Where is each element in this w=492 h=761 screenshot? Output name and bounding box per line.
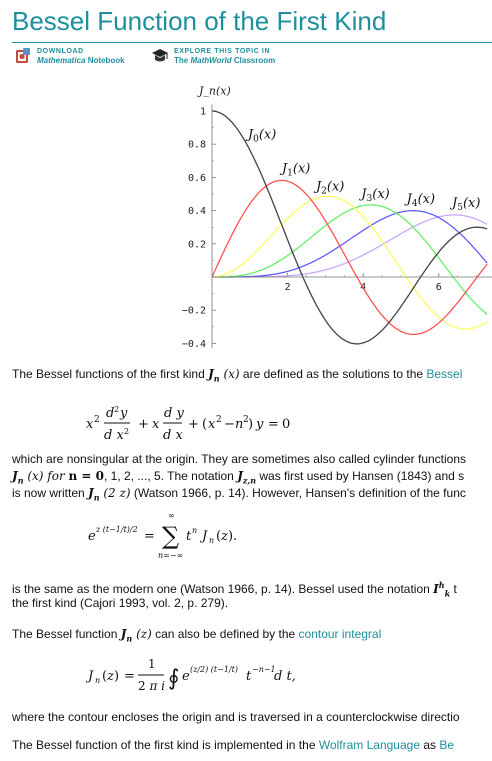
paragraph-nonsingular: which are nonsingular at the origin. They are sometimes also called cylinder functions	[12, 452, 467, 466]
svg-text:∮: ∮	[168, 666, 180, 691]
svg-text:d x: d x	[163, 428, 183, 443]
svg-text:J: J	[88, 669, 94, 684]
svg-text:(: (	[202, 417, 208, 432]
jzn-symbol: $J_{z,n}$	[237, 469, 257, 486]
svg-text:n: n	[209, 536, 215, 545]
title-rule	[12, 42, 492, 43]
svg-text:(z): (z)	[102, 669, 120, 684]
paragraph-wolfram: The Bessel function of the first kind is implemented in the Wolfram Language as Be	[12, 738, 455, 752]
page-title: Bessel Function of the First Kind	[12, 6, 387, 36]
graduation-cap-icon	[151, 47, 169, 65]
y-tick-label: −0.4	[181, 338, 206, 350]
svg-text:−n−1: −n−1	[252, 665, 276, 674]
classroom-label: Classroom	[231, 56, 276, 65]
svg-text:2: 2	[243, 415, 249, 425]
bessel-differential-equation	[82, 400, 312, 446]
svg-text:d x: d x	[104, 428, 124, 443]
series-label-j2: $J_2(x)$	[315, 179, 345, 197]
paragraph-notation: $J_n$ (x) for n = 0, 1, 2, ..., 5. The notation $J_{z,n}$ was first used by Hansen (1843) and s	[12, 469, 465, 486]
svg-text:(z/2) (t−1/t): (z/2) (t−1/t)	[190, 665, 238, 674]
svg-text:2 π i: 2 π i	[138, 679, 165, 693]
generating-function-equation	[82, 506, 302, 564]
contour-integral-link[interactable]: contour integral	[298, 627, 382, 641]
paragraph-cajori: the first kind (Cajori 1993, vol. 2, p. 279).	[12, 596, 229, 610]
download-label: DOWNLOAD	[37, 48, 84, 55]
y-axis-label: J_n(x)	[199, 84, 231, 98]
series-line-j0	[212, 111, 487, 344]
svg-text:y: y	[120, 406, 128, 421]
x-tick-label: 6	[435, 282, 442, 293]
series-label-j5: $J_5(x)$	[452, 195, 481, 213]
svg-text:n: n	[95, 676, 101, 685]
bessel-plot	[170, 74, 492, 354]
svg-text:2: 2	[216, 415, 222, 425]
mathematica-label: Mathematica	[37, 56, 86, 65]
series-label-j0: $J_0(x)$	[247, 127, 277, 145]
svg-text:+: +	[188, 417, 199, 432]
series-label-j3: $J_3(x)$	[361, 186, 390, 204]
y-tick-label: −0.2	[181, 305, 206, 317]
svg-text:d: d	[106, 406, 115, 421]
y-tick-label: 0.4	[187, 206, 206, 218]
svg-text:=: =	[268, 417, 279, 432]
svg-text:∑: ∑	[162, 522, 180, 550]
explore-classroom-link[interactable]	[151, 47, 275, 66]
series-label-j1: $J_1(x)$	[281, 161, 311, 179]
wolfram-language-link[interactable]: Wolfram Language	[318, 738, 421, 752]
svg-text:J: J	[202, 529, 208, 544]
svg-text:∞: ∞	[168, 511, 175, 520]
svg-text:d t,: d t,	[274, 669, 296, 684]
notebook-download-icon	[14, 47, 32, 65]
svg-text:t: t	[186, 529, 192, 544]
svg-text:y: y	[256, 417, 264, 432]
svg-text:d y: d y	[164, 406, 184, 421]
svg-text:=: =	[124, 669, 135, 684]
paragraph-modern: is the same as the modern one (Watson 1966, p. 14). Bessel used the notation $I^h_k$ t	[12, 580, 457, 599]
svg-text:z (t−1/t)/2: z (t−1/t)/2	[96, 525, 138, 534]
notebook-label: Notebook	[85, 56, 125, 65]
svg-text:0: 0	[282, 417, 291, 432]
y-tick-label: 0.6	[187, 172, 206, 184]
svg-text:=: =	[144, 529, 155, 544]
y-tick-label: 0.8	[187, 139, 206, 151]
mathworld-label: MathWorld	[190, 56, 232, 65]
bessel-equation-link[interactable]: Bessel	[426, 367, 463, 381]
paragraph-definition: The Bessel functions of the first kind $J_n$ (x) are defined as the solutions to the Bessel	[12, 367, 463, 384]
svg-text:x: x	[208, 417, 216, 432]
series-label-j4: $J_4(x)$	[406, 192, 436, 210]
jn-symbol: $J_n$ (x)	[208, 367, 240, 384]
svg-text:1: 1	[148, 657, 156, 671]
n-equals-zero: n = 0	[68, 469, 104, 483]
x-tick-label: 4	[360, 282, 367, 293]
svg-text:+: +	[138, 417, 149, 432]
svg-text:e: e	[182, 669, 190, 684]
svg-text:n: n	[192, 526, 198, 535]
contour-integral-equation	[82, 650, 312, 700]
svg-text:n: n	[235, 417, 244, 432]
svg-text:t: t	[246, 669, 252, 684]
the-label: The	[174, 56, 191, 65]
svg-text:e: e	[88, 529, 96, 544]
paragraph-contour: The Bessel function $J_n$ (z) can also be defined by the contour integral	[12, 627, 382, 644]
ihk-symbol: $I^h_k$	[433, 580, 451, 599]
svg-text:(z).: (z).	[216, 529, 238, 544]
besselj-link[interactable]: Be	[439, 738, 455, 752]
download-notebook-link[interactable]	[14, 47, 125, 66]
explore-label: EXPLORE THIS TOPIC IN	[174, 48, 271, 55]
svg-text:2: 2	[124, 427, 130, 436]
svg-text:): )	[248, 417, 254, 432]
paragraph-contour-note: where the contour encloses the origin and is traversed in a counterclockwise directio	[12, 710, 460, 724]
svg-text:x: x	[152, 417, 160, 432]
jn-2z: $J_n$ (2 z)	[88, 486, 131, 503]
svg-text:−: −	[224, 417, 235, 432]
y-tick-label: 0.2	[187, 239, 206, 251]
jn-inline: $J_n$ (x) for	[12, 469, 69, 486]
paragraph-hansen: is now written $J_n$ (2 z) (Watson 1966, p. 14). However, Hansen's definition of the func	[12, 486, 466, 503]
jn-z: $J_n$ (z)	[120, 627, 152, 644]
y-tick-label: 1	[199, 106, 206, 118]
x-tick-label: 2	[284, 282, 291, 293]
svg-text:x: x	[86, 417, 94, 432]
svg-text:2: 2	[94, 415, 100, 425]
svg-text:n=−∞: n=−∞	[158, 551, 184, 560]
svg-text:2: 2	[114, 405, 120, 414]
